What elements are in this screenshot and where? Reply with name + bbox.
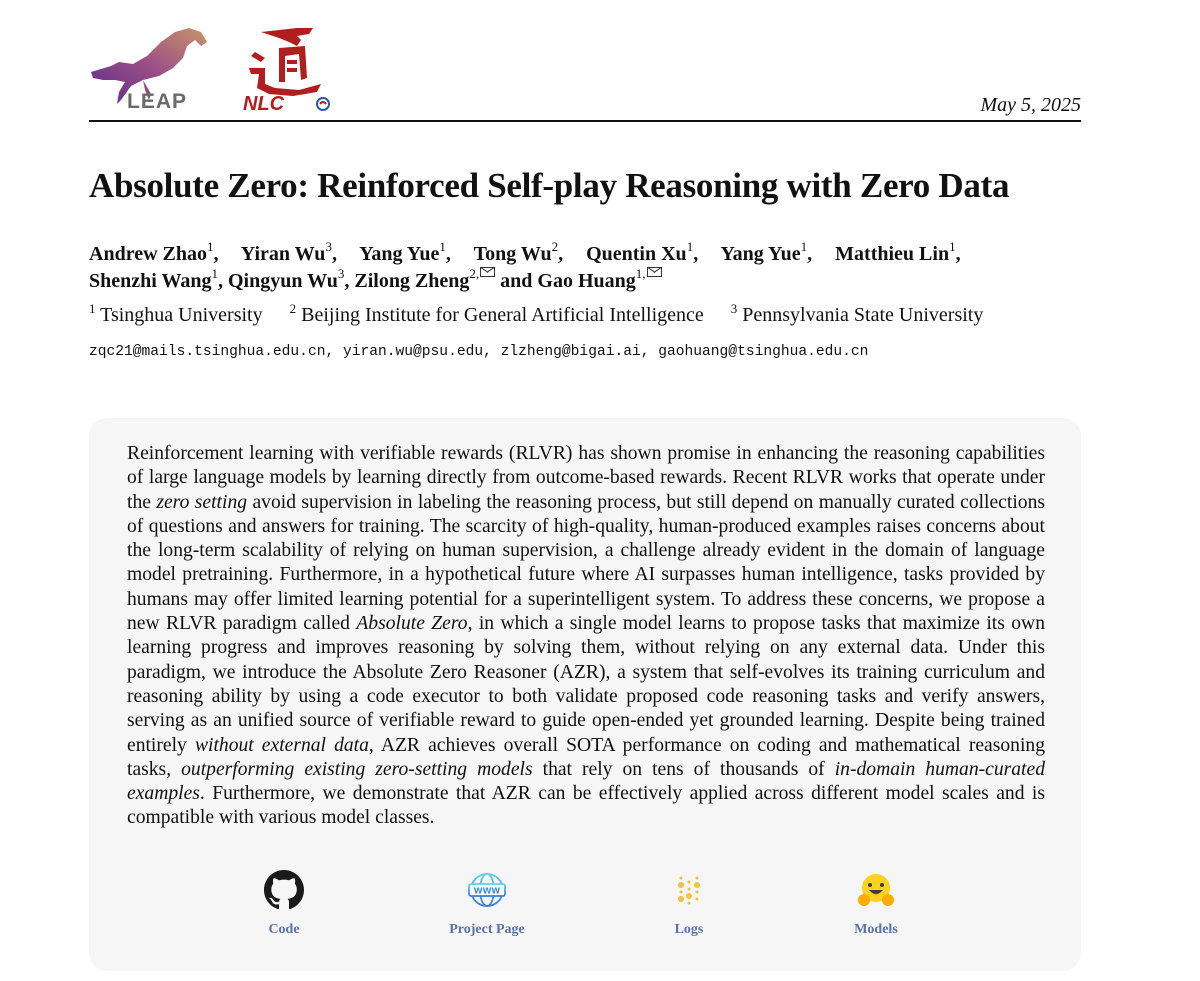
link-label: Models [854,922,898,937]
author-list [89,241,1089,294]
affiliation: $^2$ Beijing Institute for General Artificial Intelligence [289,301,704,326]
abstract-text: Reinforcement learning with verifiable rewards (RLVR) has shown promise in enhancing the reasoning capabilities of large language models by learning directly from outcome-based rewards. Recent RLVR works that operate under the zero setting avoid supervision in labeling the reasoning process, but still depend on manually curated collections of questions and answers for training. The scarcity of high-quality, human-produced examples raises concerns about the long-term scalability of relying on human supervision, a challenge already evident in the domain of language model pretraining. Furthermore, in a hypothetical future where AI surpasses human intelligence, tasks provided by humans may offer limited learning potential for a superintelligent system. To address these concerns, we propose a new RLVR paradigm called Absolute Zero, in which a single model learns to propose tasks that maximize its own learning progress and improves reasoning by solving them, without relying on any external data. Under this paradigm, we introduce the Absolute Zero Reasoner (AZR), a system that self-evolves its training curriculum and reasoning ability by using a code executor to both validate proposed code reasoning tasks and verify answers, serving as an unified source of verifiable reward to guide open-ended yet grounded learning. Despite being trained entirely without external data, AZR achieves overall SOTA performance on coding and mathematical reasoning tasks, outperforming existing zero-setting models that rely on tens of thousands of in-domain human-curated examples. Furthermore, we demonstrate that AZR can be effectively applied across different model scales and is compatible with various model classes. [127,443,1045,829]
huggingface-icon [856,870,896,910]
resource-links [89,870,1081,950]
svg-text:NLC: NLC [243,93,285,114]
author: Gao Huang$^{1,}$ [537,270,661,292]
author: Qingyun Wu$^3$ [227,266,345,292]
author: Matthieu Lin$^1$, [835,239,961,265]
contact-emails: zqc21@mails.tsinghua.edu.cn, yiran.wu@psu.edu, zlzheng@bigai.ai, gaohuang@tsinghua.edu.cn [89,344,869,360]
abstract-box [89,418,1081,971]
leap-logo [89,24,213,112]
header-rule [89,120,1081,122]
link-label: Code [268,922,300,937]
author: Yiran Wu$^3$, [240,239,337,265]
author-row-1 [89,241,1089,267]
author: Quentin Xu$^1$, [586,239,699,265]
affiliations [89,301,984,327]
svg-text:LEAP: LEAP [127,90,188,112]
author: Shenzhi Wang$^1$ [89,266,218,292]
page-header [89,24,1081,122]
affiliation: $^3$ Pennsylvania State University [730,301,984,326]
code-link[interactable] [214,870,354,938]
paper-title: Absolute Zero: Reinforced Self-play Reasoning with Zero Data [89,166,1010,205]
and-word: and [500,270,533,292]
author: Zilong Zheng$^{2,}$ [354,270,495,292]
envelope-icon [480,267,495,277]
models-link[interactable] [806,870,946,938]
github-icon [264,870,304,910]
author: Andrew Zhao$^1$, [89,239,219,265]
author: Yang Yue$^1$, [359,239,451,265]
svg-text:WWW: WWW [473,886,501,896]
envelope-icon [647,267,662,277]
nlc-logo [239,24,334,114]
project-page-link[interactable] [417,870,557,938]
wandb-dots-icon [669,870,709,910]
link-label: Project Page [449,922,525,937]
publication-date: May 5, 2025 [980,94,1081,116]
affiliation: $^1$ Tsinghua University [89,301,263,326]
link-label: Logs [674,922,704,937]
author: Yang Yue$^1$, [720,239,813,265]
author-row-2: Shenzhi Wang$^1$, Qingyun Wu$^3$, Zilong Zheng$^{2,}$ and Gao Huang$^{1,}$ [89,267,1089,294]
author: Tong Wu$^2$, [473,239,564,265]
logs-link[interactable] [619,870,759,938]
globe-www-icon [467,870,507,910]
